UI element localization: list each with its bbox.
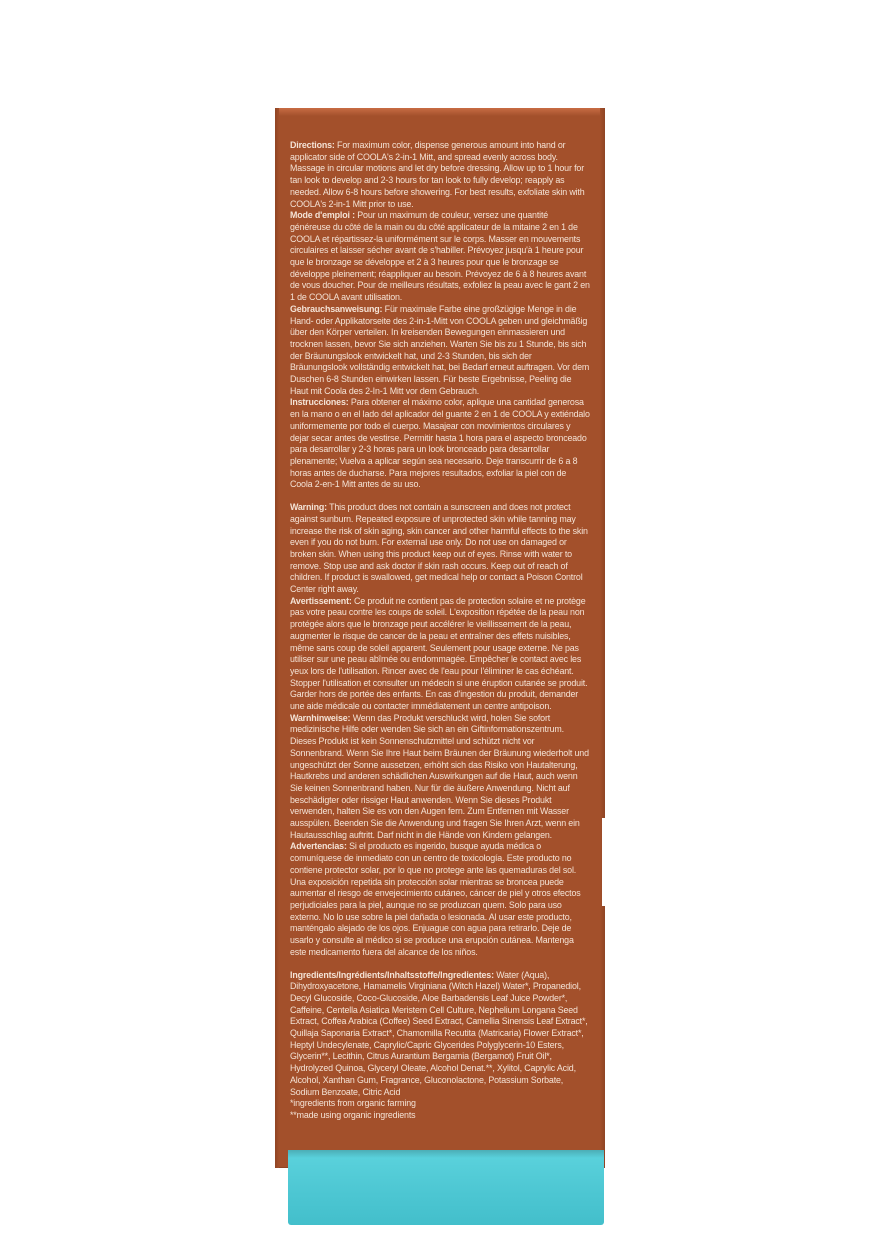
warning-en [290, 502, 590, 596]
section-gap [290, 491, 590, 502]
box-left-edge [275, 108, 279, 1168]
directions-en-text: For maximum color, dispense generous amount into hand or applicator side of COOLA's 2-in-1 Mitt, and spread evenly across body. Massage in circular motions and let dry before dressing. Allow up to 1 hour for tan look to develop and 2-3 hours for tan look to fully develop; reapply as needed. Allow 6-8 hours before showering. For best results, exfoliate skin with COOLA's 2-in-1 Mitt prior to use. [290, 140, 585, 209]
box-side-notch [602, 818, 610, 906]
directions-en-label: Directions: [290, 140, 335, 150]
warning-de-text: Wenn das Produkt verschluckt wird, holen Sie sofort medizinische Hilfe oder wenden Sie sich an ein Giftinformationszentrum. Dieses Produkt ist kein Sonnenschutzmittel und schützt nicht vor Sonnenbrand. Wenn Sie Ihre Haut beim Bräunen der Bräunung wiederholt und ungeschützt der Sonne aussetzen, erhöht sich das Risiko von Hautalterung, Hautkrebs und anderen schädlichen Auswirkungen auf die Haut, auch wenn Sie keinen Sonnenbrand haben. Nur für die äußere Anwendung. Nicht auf beschädigter oder rissiger Haut anwenden. Wenn Sie dieses Produkt verwenden, halten Sie es von den Augen fern. Zum Entfernen mit Wasser ausspülen. Beenden Sie die Anwendung und fragen Sie Ihren Arzt, wenn ein Hautausschlag auftritt. Darf nicht in die Hände von Kindern gelangen. [290, 712, 589, 840]
ingredients-note-made: **made using organic ingredients [290, 1109, 416, 1120]
directions-es-text: Para obtener el máximo color, aplique una cantidad generosa en la mano o en el lado del aplicador del guante 2 en 1 de COOLA y extiéndalo uniformemente por todo el cuerpo. Masajear con movimientos circulares y dejar secar antes de vestirse. Permitir hasta 1 hora para el aspecto bronceado para desarrollar y 2-3 horas para un look bronceado para desarrollar plenamente; Vuelva a aplicar según sea necesario. Deje transcurrir de 6 a 8 horas antes de ducharse. Para mejores resultados, exfoliar la piel con de Coola 2-en-1 Mitt antes de su uso. [290, 397, 590, 490]
section-gap [290, 959, 590, 970]
directions-de-label: Gebrauchsanweisung: [290, 303, 383, 314]
warning-fr-label: Avertissement: [290, 595, 352, 606]
directions-fr-label: Mode d'emploi : [290, 210, 355, 221]
ingredients-label: Ingredients/Ingrédients/Inhaltsstoffe/Ingredientes: [290, 969, 494, 980]
warning-de-label: Warnhinweise: [290, 712, 351, 723]
warning-de [290, 713, 590, 842]
directions-es [290, 397, 590, 491]
directions-fr-text: Pour un maximum de couleur, versez une quantité généreuse du côté de la main ou du côté applicateur de la mitaine 2 en 1 de COOLA et répartissez-la uniformément sur le corps. Masser en mouvements circulaires et laisser sécher avant de s'habiller. Prévoyez jusqu'à 1 heure pour que le bronzage se développe et 2 à 3 heures pour que le bronzage se développe pleinement; réappliquer au besoin. Prévoyez de 6 à 8 heures avant de vous doucher. Pour de meilleurs résultats, exfoliez la peau avec le gant 2 en 1 de COOLA avant utilisation. [290, 210, 590, 303]
label-text-block [290, 140, 590, 1122]
box-right-edge [600, 108, 605, 1168]
directions-fr [290, 210, 590, 304]
warning-fr [290, 596, 590, 713]
warning-es-text: Si el producto es ingerido, busque ayuda médica o comuníquese de inmediato con un centro de toxicología. Este producto no contiene protector solar, por lo que no protege ante las quemaduras del sol. Una exposición repetida sin protección solar mientras se broncea puede aumentar el riesgo de envejecimiento cutáneo, cáncer de piel y otros efectos perjudiciales para la piel, aunque no se produzcan quem. Solo para uso externo. No lo use sobre la piel dañada o lesionada. Al usar este producto, manténgalo alejado de los ojos. Enjuague con agua para retirarlo. Deje de usarlo y consulte al médico si se produce una erupción cutánea. Mantenga este medicamento fuera del alcance de los niños. [290, 841, 581, 957]
warning-en-label: Warning: [290, 502, 327, 513]
ingredients-note-organic: *ingredients from organic farming [290, 1098, 416, 1109]
directions-de [290, 304, 590, 398]
cap-shadow [288, 1150, 604, 1158]
warning-es [290, 841, 590, 958]
directions-de-text: Für maximale Farbe eine großzügige Menge in die Hand- oder Applikatorseite des 2-in-1-Mitt von COOLA geben und gleichmäßig über den Körper verteilen. In kreisenden Bewegungen einmassieren und trocknen lassen, bevor Sie sich anziehen. Warten Sie bis zu 1 Stunde, bis sich der Bräunungslook entwickelt hat, und 2-3 Stunden, bis sich der Bräunungslook vollständig entwickelt hat, bei Bedarf erneut auftragen. Vor dem Duschen 6-8 Stunden einwirken lassen. Für beste Ergebnisse, Peeling die Haut mit Coola des 2-In-1 Mitt vor dem Gebrauch. [290, 303, 590, 396]
box-top-edge [275, 108, 605, 116]
ingredients [290, 970, 590, 1099]
warning-fr-text: Ce produit ne contient pas de protection solaire et ne protège pas votre peau contre les coups de soleil. L'exposition répétée de la peau non protégée alors que le bronzage peut accélérer le vieillissement de la peau, augmenter le risque de cancer de la peau et entraîner des effets nuisibles, même sans coup de soleil apparent. Seulement pour usage externe. Ne pas utiliser sur une peau abîmée ou endommagée. Empêcher le contact avec les yeux lors de l'utilisation. Rincer avec de l'eau pour l'éliminer le cas échéant. Stopper l'utilisation et consulter un médecin si une éruption cutanée se produit. Garder hors de portée des enfants. En cas d'ingestion du produit, demander une aide médicale ou contacter immédiatement un centre antipoison. [290, 595, 588, 712]
directions-en [290, 140, 590, 210]
ingredients-text: Water (Aqua), Dihydroxyacetone, Hamamelis Virginiana (Witch Hazel) Water*, Propanediol, Decyl Glucoside, Coco-Glucoside, Aloe Barbadensis Leaf Juice Powder*, Caffeine, Centella Asiatica Meristem Cell Culture, Nephelium Longana Seed Extract, Coffea Arabica (Coffee) Seed Extract, Camellia Sinensis Leaf Extract*, Quillaja Saponaria Extract*, Chamomilla Recutita (Matricaria) Flower Extract*, Heptyl Undecylenate, Caprylic/Capric Glycerides Polyglycerin-10 Esters, Glycerin**, Lecithin, Citrus Aurantium Bergamia (Bergamot) Fruit Oil*, Hydrolyzed Quinoa, Glyceryl Oleate, Alcohol Denat.**, Xylitol, Caprylic Acid, Alcohol, Xanthan Gum, Fragrance, Gluconolactone, Potassium Sorbate, Sodium Benzoate, Citric Acid [290, 969, 588, 1097]
warning-en-text: This product does not contain a sunscreen and does not protect against sunburn. Repeated exposure of unprotected skin while tanning may increase the risk of skin aging, skin cancer and other harmful effects to the skin even if you do not burn. For external use only. Do not use on damaged or broken skin. When using this product keep out of eyes. Rinse with water to remove. Stop use and ask doctor if skin rash occurs. Keep out of reach of children. If product is swallowed, get medical help or contact a Poison Control Center right away. [290, 502, 588, 595]
teal-cap [288, 1150, 604, 1225]
warning-es-label: Advertencias: [290, 841, 347, 852]
directions-es-label: Instrucciones: [290, 397, 349, 408]
